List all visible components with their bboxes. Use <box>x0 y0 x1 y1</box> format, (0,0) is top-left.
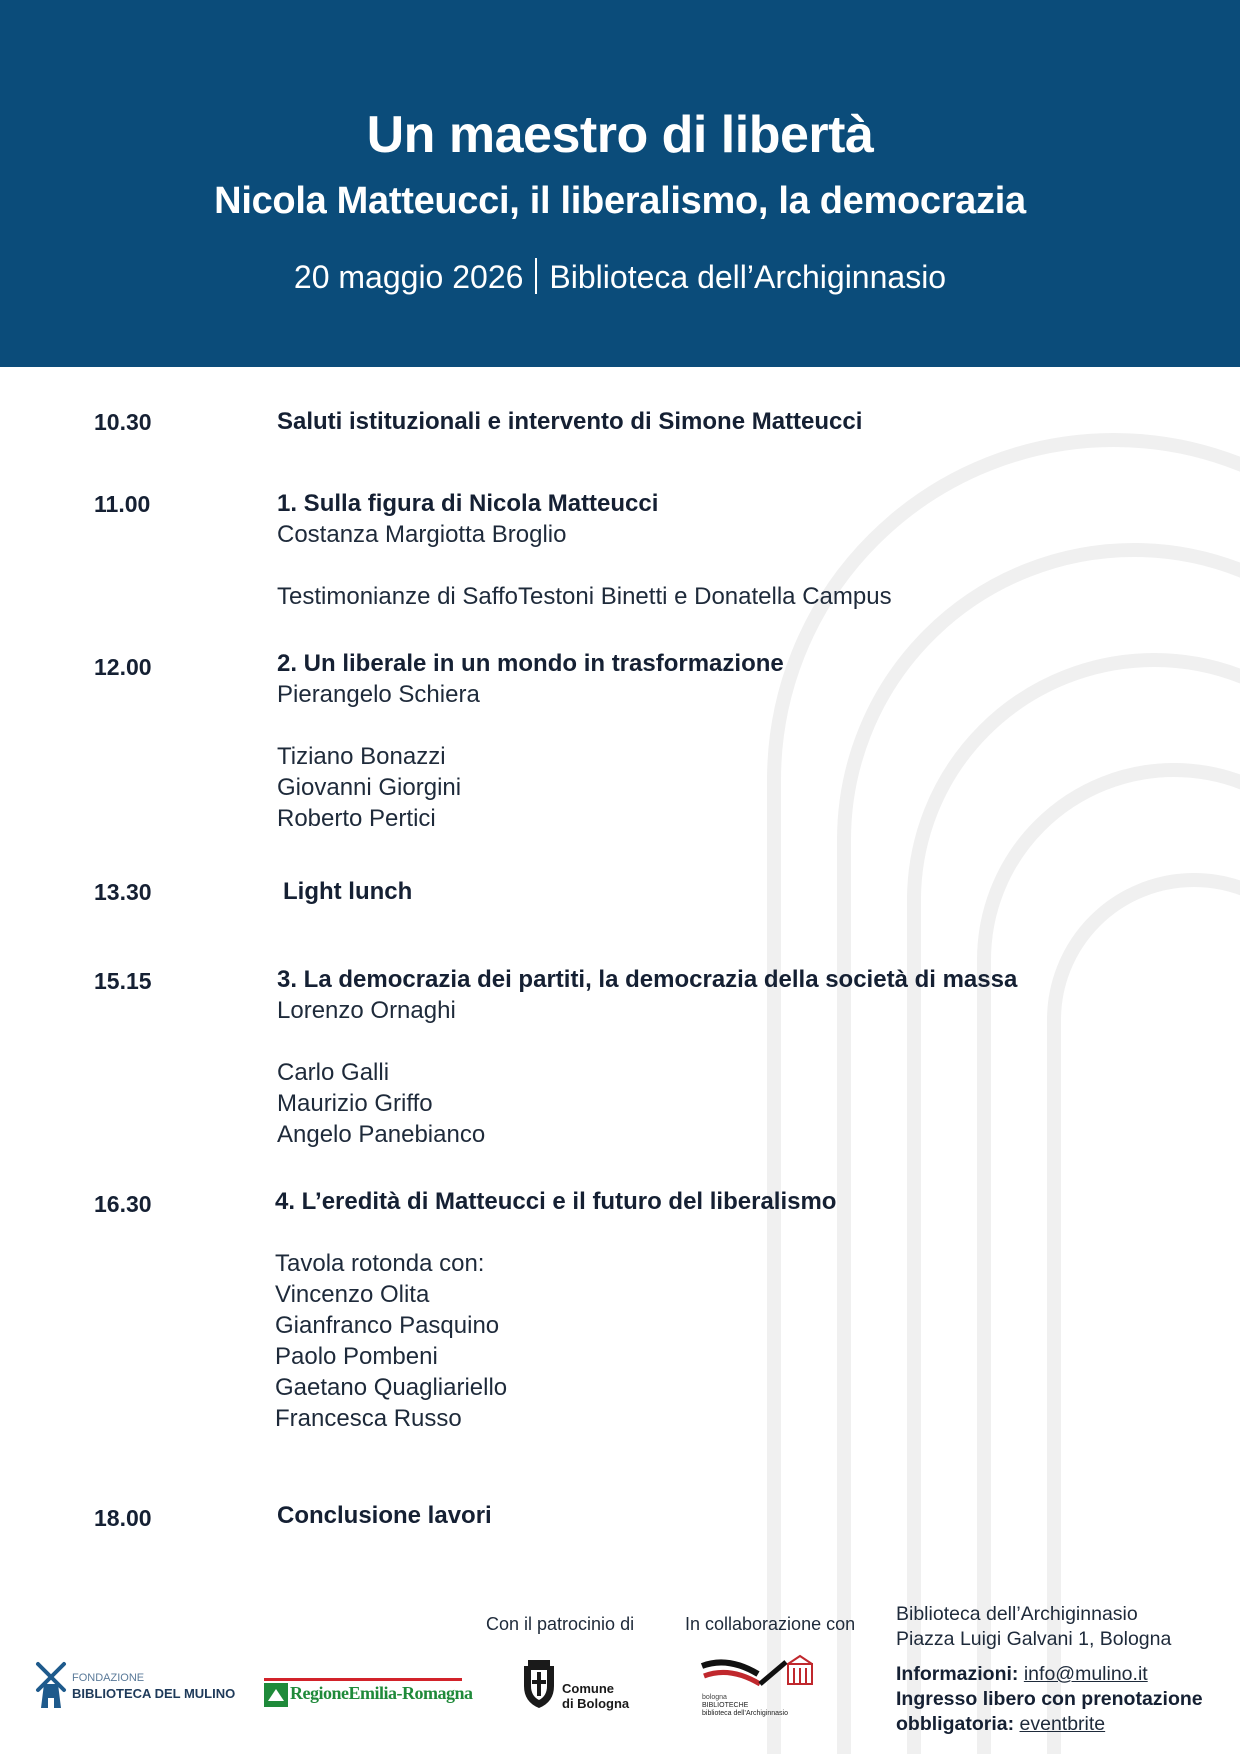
discussant: Maurizio Griffo <box>277 1090 433 1117</box>
session-time: 10.30 <box>94 409 152 435</box>
session-title: 3. La democrazia dei partiti, la democrazia della società di massa <box>277 966 1018 993</box>
session-content <box>283 876 412 907</box>
regione-mark-icon <box>264 1683 288 1707</box>
discussant: Paolo Pombeni <box>275 1343 438 1370</box>
entry-line-2: obbligatoria: eventbrite <box>896 1713 1106 1735</box>
discussant: Roberto Pertici <box>277 805 436 832</box>
open-book-icon <box>700 1654 820 1688</box>
biblioteche-logo <box>698 1654 838 1720</box>
coat-of-arms-icon <box>520 1656 558 1710</box>
session-speaker: Pierangelo Schiera <box>277 681 480 708</box>
patronage-label: Con il patrocinio di <box>486 1614 635 1634</box>
collaboration-label: In collaborazione con <box>685 1614 856 1634</box>
session-extra: Testimonianze di SaffoTestoni Binetti e Donatella Campus <box>277 583 892 610</box>
comune-name-2: di Bologna <box>562 1696 630 1711</box>
divider <box>535 258 537 294</box>
bib-text-3: biblioteca dell’Archiginnasio <box>702 1710 788 1717</box>
address-line-2: Piazza Luigi Galvani 1, Bologna <box>896 1628 1172 1650</box>
discussant: Angelo Panebianco <box>277 1121 486 1148</box>
session-content <box>277 964 1017 1150</box>
eventbrite-link[interactable]: eventbrite <box>1019 1713 1106 1735</box>
discussant: Gaetano Quagliariello <box>275 1374 508 1401</box>
discussant: Francesca Russo <box>275 1405 462 1432</box>
session-content <box>277 488 892 612</box>
session-time: 13.30 <box>94 879 152 905</box>
discussant: Vincenzo Olita <box>275 1281 430 1308</box>
address-block <box>896 1602 1203 1737</box>
comune-logo <box>520 1656 630 1712</box>
bib-text-1: bologna <box>702 1694 727 1701</box>
comune-name-1: Comune <box>562 1681 614 1696</box>
mulino-name: BIBLIOTECA DEL MULINO <box>72 1686 236 1701</box>
session-content <box>277 648 784 834</box>
regione-red-line <box>264 1678 462 1681</box>
mulino-logo <box>34 1660 244 1710</box>
discussant: Giovanni Giorgini <box>277 774 462 801</box>
session-speaker: Lorenzo Ornaghi <box>277 997 456 1024</box>
info-line <box>896 1662 1203 1687</box>
session-content <box>277 1500 492 1531</box>
info-label: Informazioni: <box>896 1663 1019 1685</box>
discussant: Gianfranco Pasquino <box>275 1312 500 1339</box>
discussant: Tiziano Bonazzi <box>277 743 446 770</box>
event-meta <box>0 258 1240 296</box>
session-time: 11.00 <box>94 491 151 517</box>
session-time: 18.00 <box>94 1505 152 1531</box>
session-title: 1. Sulla figura di Nicola Matteucci <box>277 490 659 517</box>
windmill-icon <box>34 1660 68 1708</box>
session-time: 15.15 <box>94 968 152 994</box>
mulino-small-text: FONDAZIONE <box>72 1672 145 1684</box>
bib-text-2: BIBLIOTECHE <box>702 1702 749 1709</box>
session-title: Light lunch <box>283 878 413 905</box>
session-title: Saluti istituzionali e intervento di Simone Matteucci <box>277 408 863 435</box>
session-content <box>277 406 862 437</box>
session-time: 12.00 <box>94 654 152 680</box>
regione-logo <box>264 1678 473 1708</box>
page-subtitle: Nicola Matteucci, il liberalismo, la democrazia <box>214 180 1026 222</box>
session-content <box>275 1186 836 1434</box>
session-title: Conclusione lavori <box>277 1502 492 1529</box>
info-email-link[interactable]: info@mulino.it <box>1023 1663 1148 1685</box>
header-banner <box>0 0 1240 367</box>
session-time: 16.30 <box>94 1191 152 1217</box>
session-title: 2. Un liberale in un mondo in trasformazione <box>277 650 784 677</box>
discussant: Carlo Galli <box>277 1059 390 1086</box>
roundtable-intro: Tavola rotonda con: <box>275 1250 485 1277</box>
regione-name: RegioneEmilia-Romagna <box>290 1683 473 1703</box>
page-title: Un maestro di libertà <box>366 106 874 164</box>
event-venue: Biblioteca dell’Archiginnasio <box>549 259 947 295</box>
session-speaker: Costanza Margiotta Broglio <box>277 521 567 548</box>
event-date: 20 maggio 2026 <box>293 259 524 295</box>
session-title: 4. L’eredità di Matteucci e il futuro del liberalismo <box>275 1188 837 1215</box>
entry-line-1: Ingresso libero con prenotazione <box>896 1688 1203 1710</box>
address-line-1: Biblioteca dell’Archiginnasio <box>896 1603 1138 1625</box>
